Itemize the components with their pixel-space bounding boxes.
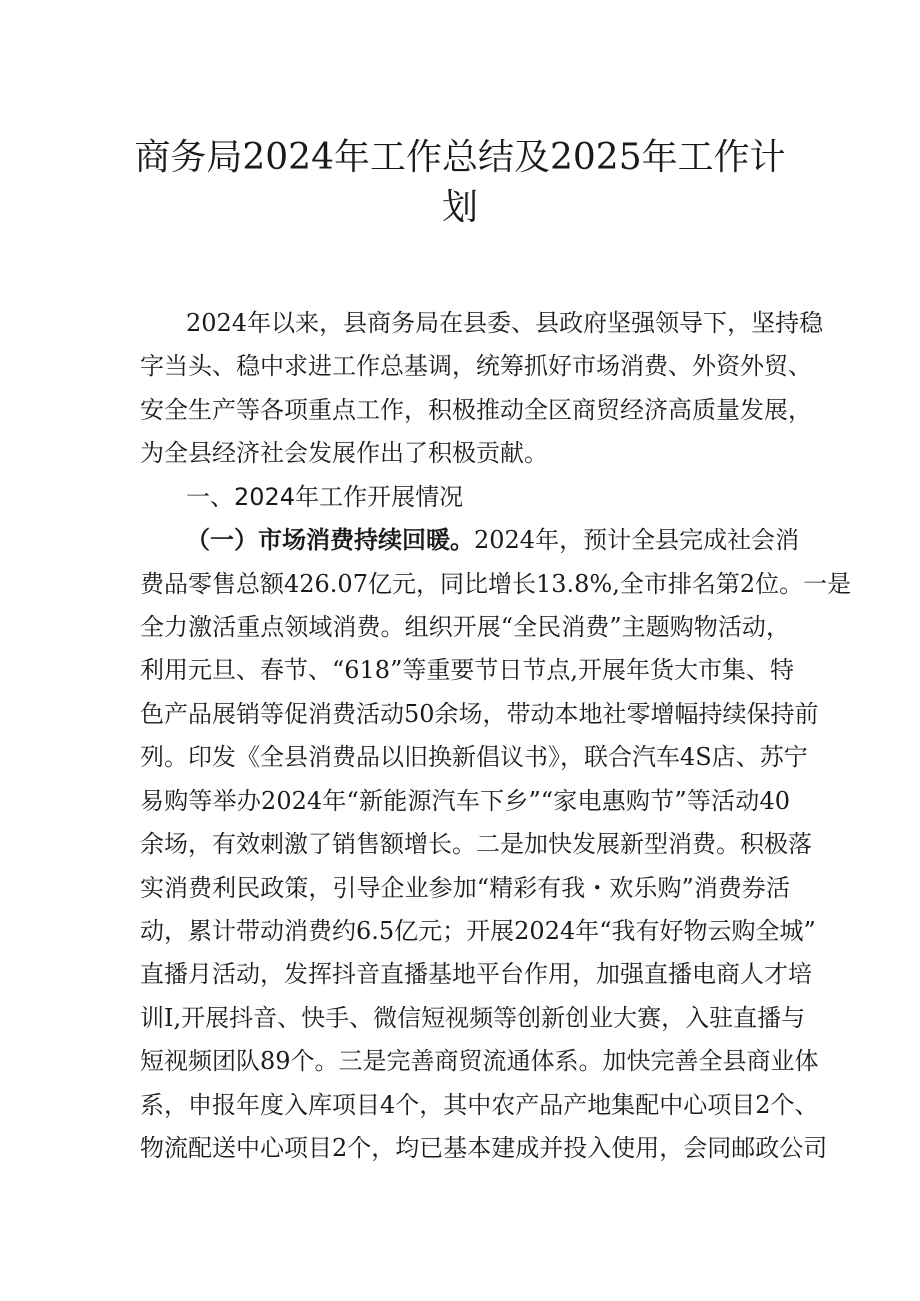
intro-line-3: 安全生产等各项重点工作，积极推动全区商贸经济高质量发展， — [140, 396, 812, 424]
body-line: 列。印发《全县消费品以旧换新倡议书》，联合汽车4S店、苏宁 — [140, 743, 808, 771]
intro-line-2: 字当头、稳中求进工作总基调，统筹抓好市场消费、外资外贸、 — [140, 352, 812, 380]
body-line: 动，累计带动消费约6.5亿元；开展2024年“我有好物云购全城” — [140, 917, 816, 945]
body-line: 全力激活重点领域消费。组织开展“全民消费”主题购物活动， — [140, 613, 790, 641]
body-line: 易购等举办2024年“新能源汽车下乡”“家电惠购节”等活动40 — [140, 787, 790, 815]
body-line: 短视频团队89个。三是完善商贸流通体系。加快完善全县商业体 — [140, 1047, 819, 1075]
body-line: 余场，有效刺激了销售额增长。二是加快发展新型消费。积极落 — [140, 830, 812, 858]
body-line: 利用元旦、春节、“618”等重要节日节点,开展年货大市集、特 — [140, 656, 794, 684]
intro-line-4: 为全县经济社会发展作出了积极贡献。 — [140, 439, 548, 467]
body-line: 直播月活动，发挥抖音直播基地平台作用，加强直播电商人才培 — [140, 960, 812, 988]
document-title-line-1: 商务局2024年工作总结及2025年工作计 — [134, 137, 786, 178]
intro-line-1: 2024年以来，县商务局在县委、县政府坚强领导下，坚持稳 — [186, 309, 824, 337]
body-line: 系，申报年度入库项目4个，其中农产品产地集配中心项目2个、 — [140, 1091, 819, 1119]
subsection-1-title: （一）市场消费持续回暖。 — [186, 526, 474, 554]
section-1-heading: 一、2024年工作开展情况 — [186, 483, 464, 511]
subsection-1-first-line-rest: 2024年，预计全县完成社会消 — [474, 526, 800, 554]
body-line: 色产品展销等促消费活动50余场，带动本地社零增幅持续保持前 — [140, 700, 819, 728]
body-line: 训I,开展抖音、快手、微信短视频等创新创业大赛，入驻直播与 — [140, 1004, 806, 1032]
body-line: 费品零售总额426.07亿元，同比增长13.8%,全市排名第2位。一是 — [140, 570, 852, 598]
document-title-line-2: 划 — [441, 187, 478, 228]
subsection-1-first-line — [186, 524, 800, 556]
body-line: 物流配送中心项目2个，均已基本建成并投入使用，会同邮政公司 — [140, 1134, 828, 1162]
body-line: 实消费利民政策，引导企业参加“精彩有我・欢乐购”消费券活 — [140, 874, 790, 902]
